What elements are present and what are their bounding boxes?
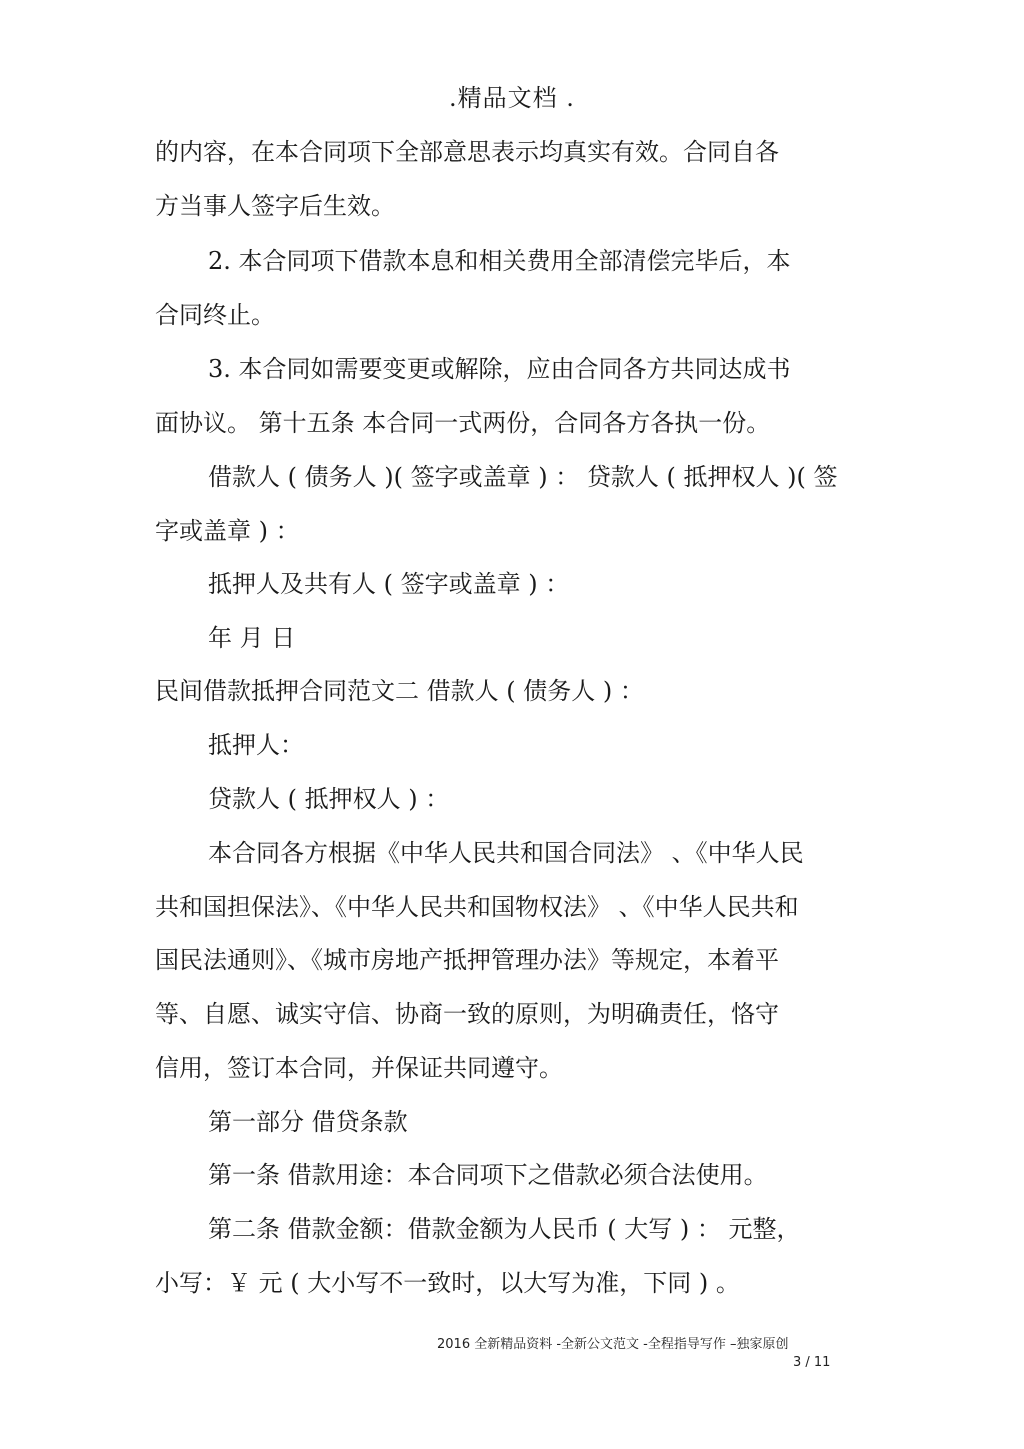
- text-line: 信用，签订本合同，并保证共同遵守。: [155, 1054, 563, 1082]
- text-line: 等、自愿、诚实守信、协商一致的原则，为明确责任，恪守: [155, 1000, 779, 1028]
- text-line: 国民法通则》、《城市房地产抵押管理办法》等规定，本着平: [155, 946, 779, 974]
- text-line: 第二条 借款金额：借款金额为人民币 ( 大写 ) ： 元整，: [208, 1215, 801, 1243]
- page-header: .精品文档 .: [449, 84, 575, 112]
- text-line: 3. 本合同如需要变更或解除，应由合同各方共同达成书: [208, 355, 791, 383]
- text-line: 方当事人签字后生效。: [155, 192, 395, 220]
- text-line: 字或盖章 ) ：: [155, 517, 300, 545]
- text-line: 第一部分 借贷条款: [208, 1108, 408, 1136]
- text-line: 共和国担保法》、《中华人民共和国物权法》 、《中华人民共和: [155, 893, 799, 921]
- text-line: 本合同各方根据《中华人民共和国合同法》 、《中华人民: [208, 839, 804, 867]
- footer-tagline: 2016 全新精品资料 -全新公文范文 -全程指导写作 –独家原创: [437, 1337, 789, 1352]
- text-line: 抵押人：: [208, 731, 304, 759]
- text-line: 第一条 借款用途：本合同项下之借款必须合法使用。: [208, 1161, 768, 1189]
- text-line: 的内容，在本合同项下全部意思表示均真实有效。合同自各: [155, 138, 779, 166]
- text-line: 面协议。 第十五条 本合同一式两份，合同各方各执一份。: [155, 409, 771, 437]
- text-line: 民间借款抵押合同范文二 借款人 ( 债务人 ) ：: [155, 677, 644, 705]
- text-line: 合同终止。: [155, 301, 275, 329]
- text-line: 年 月 日: [208, 624, 296, 652]
- page-number: 3 / 11: [793, 1355, 831, 1370]
- text-line: 贷款人 ( 抵押权人 ) ：: [208, 785, 450, 813]
- text-line: 借款人 ( 债务人 )( 签字或盖章 ) ： 贷款人 ( 抵押权人 )( 签: [208, 463, 838, 491]
- text-line: 抵押人及共有人 ( 签字或盖章 ) ：: [208, 570, 570, 598]
- text-line: 小写：￥ 元 ( 大小写不一致时，以大写为准，下同 ) 。: [155, 1269, 740, 1297]
- text-line: 2. 本合同项下借款本息和相关费用全部清偿完毕后，本: [208, 247, 791, 275]
